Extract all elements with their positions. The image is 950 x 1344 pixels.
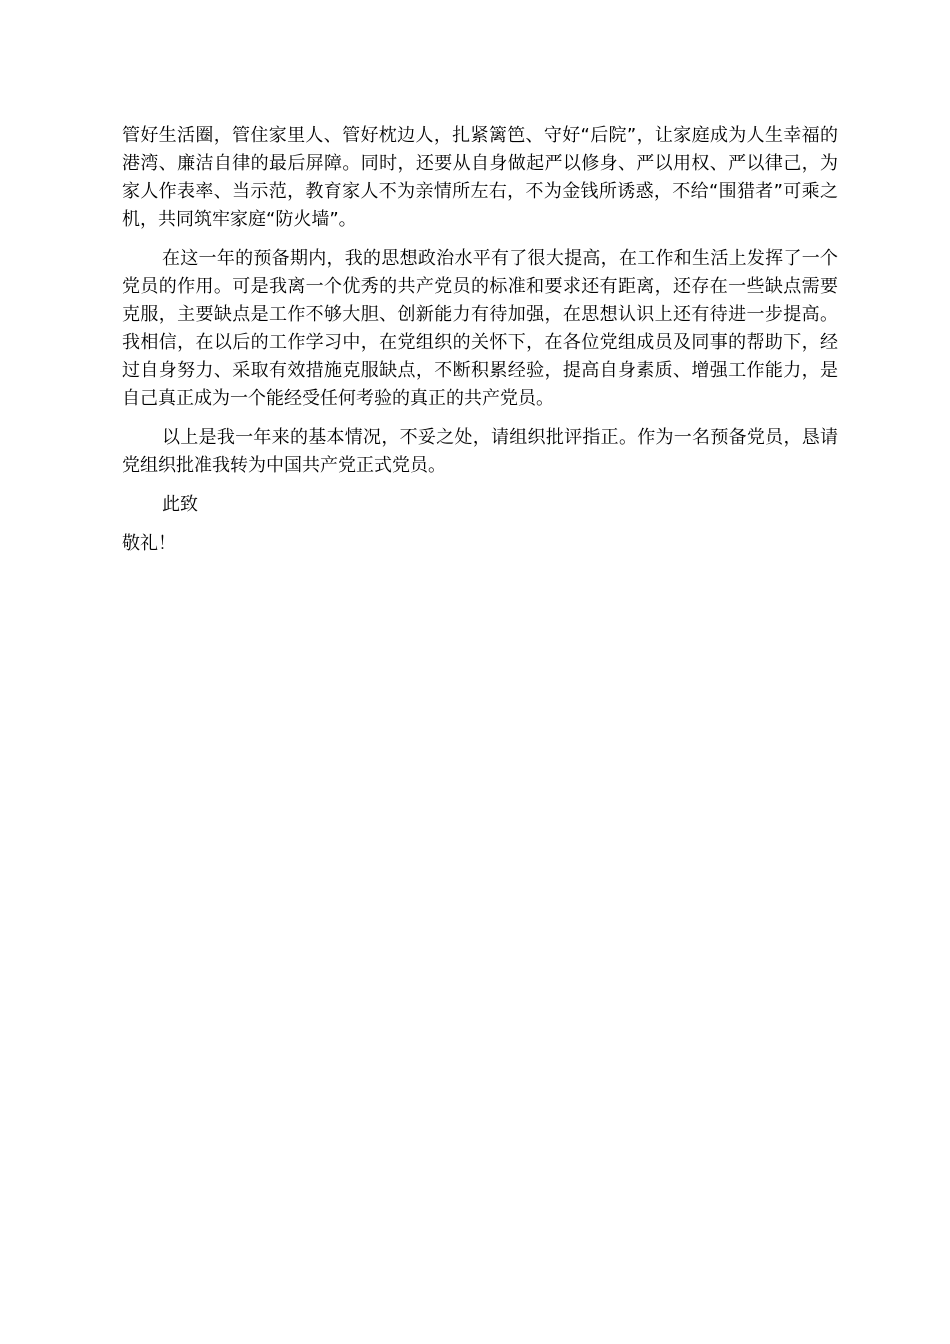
salutation: 敬礼！ [122,533,176,554]
paragraph-request: 以上是我一年来的基本情况，不妥之处，请组织批评指正。作为一名预备党员，恳请党组织批准我转为中国共产党正式党员。 [122,427,838,476]
closing-line: 此致 [162,494,198,515]
paragraph-continuation: 管好生活圈，管住家里人、管好枕边人，扎紧篱笆、守好“后院”，让家庭成为人生幸福的港湾、廉洁自律的最后屏障。同时，还要从自身做起严以修身、严以用权、严以律己，为家人作表率、当示范，教育家人不为亲情所左右，不为金钱所诱惑，不给“围猎者”可乘之机，共同筑牢家庭“防火墙”。 [122,125,838,230]
letter-body [122,122,838,569]
paragraph-probation-summary: 在这一年的预备期内，我的思想政治水平有了很大提高，在工作和生活上发挥了一个党员的作用。可是我离一个优秀的共产党员的标准和要求还有距离，还存在一些缺点需要克服，主要缺点是工作不够大胆、创新能力有待加强，在思想认识上还有待进一步提高。我相信，在以后的工作学习中，在党组织的关怀下，在各位党组成员及同事的帮助下，经过自身努力、采取有效措施克服缺点，不断积累经验，提高自身素质、增强工作能力，是自己真正成为一个能经受任何考验的真正的共产党员。 [122,248,838,409]
